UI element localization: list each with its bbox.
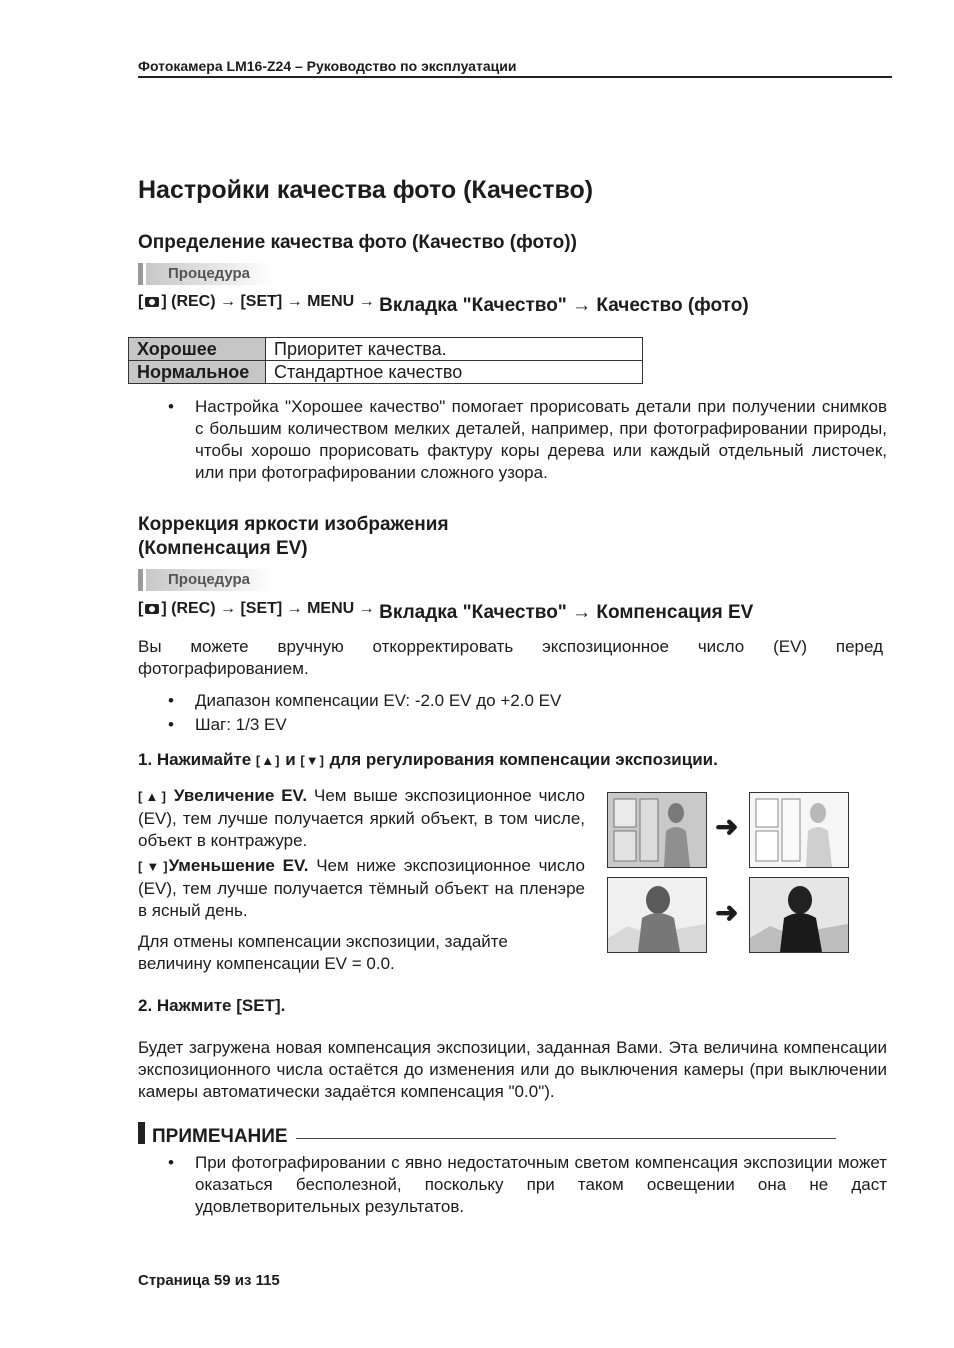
table-key: Нормальное xyxy=(129,361,266,384)
down-key-icon: [▼] xyxy=(138,859,169,874)
path-end: Вкладка "Качество" → Компенсация EV xyxy=(379,602,754,623)
increase-title: Увеличение EV. xyxy=(173,786,308,805)
ev-heading-line2: (Компенсация EV) xyxy=(138,538,308,559)
note-bullet: При фотографировании с явно недостаточным светом компенсация экспозиции может оказаться бесполезной, поскольку при таком освещении она не даст удовлетворительных результатов. xyxy=(195,1153,887,1216)
bullet-icon: • xyxy=(168,1153,174,1172)
photo-backlit-dark xyxy=(607,792,707,868)
increase-text: Чем выше экспозиционное число (EV), тем лучше получается яркий объект, в том числе, объект в контражуре. xyxy=(138,786,586,850)
path-end: Вкладка "Качество" → Качество (фото) xyxy=(379,295,749,316)
list-item xyxy=(168,396,887,484)
bullet-icon: • xyxy=(168,715,174,734)
ev-cancel: Для отмены компенсации экспозиции, задайте величину компенсации EV = 0.0. xyxy=(138,932,508,973)
page-number: Страница 59 из 115 xyxy=(138,1272,280,1289)
ev-range: Диапазон компенсации EV: -2.0 EV до +2.0 EV xyxy=(195,691,562,710)
step-1-suffix: для регулирования компенсации экспозиции. xyxy=(329,750,718,769)
quality-menu-path xyxy=(138,290,749,316)
note-marker xyxy=(138,1122,145,1144)
table-row xyxy=(129,338,643,361)
step-1 xyxy=(138,750,718,770)
list-item xyxy=(168,1152,887,1218)
arrow-right-icon: ➜ xyxy=(715,897,739,928)
bullet-icon: • xyxy=(168,691,174,710)
procedure-label: Процедура xyxy=(138,263,272,285)
table-value: Стандартное качество xyxy=(266,361,643,384)
arrow-right-icon: ➜ xyxy=(715,811,739,842)
decrease-title: Уменьшение EV. xyxy=(168,856,309,875)
ev-heading-line1: Коррекция яркости изображения xyxy=(138,514,449,535)
camera-icon: [ ] xyxy=(138,293,167,310)
step-1-prefix: 1. Нажимайте xyxy=(138,750,252,769)
ev-step: Шаг: 1/3 EV xyxy=(195,715,287,734)
ev-menu-path xyxy=(138,597,754,623)
up-key-icon: [▲] xyxy=(255,753,281,768)
photo-sunny-dark xyxy=(749,877,849,953)
ev-intro: Вы можете вручную откорректировать экспозиционное число (EV) перед фотографированием. xyxy=(138,637,883,678)
page-header: Фотокамера LM16-Z24 – Руководство по эксплуатации xyxy=(138,58,517,74)
note-title: ПРИМЕЧАНИЕ xyxy=(152,1126,288,1147)
quality-table xyxy=(128,337,643,384)
decrease-text: Чем ниже экспозиционное число (EV), тем лучше получается тёмный объект на пленэре в ясный день. xyxy=(138,856,585,920)
ev-decrease xyxy=(138,855,585,922)
section-title: Настройки качества фото (Качество) xyxy=(138,176,594,204)
photo-backlit-bright xyxy=(749,792,849,868)
procedure-label: Процедура xyxy=(138,569,272,591)
table-row xyxy=(129,361,643,384)
path-start: (REC) → [SET] → MENU → xyxy=(171,293,375,310)
bullet-icon: • xyxy=(168,397,174,416)
ev-increase xyxy=(138,785,585,852)
up-key-icon: [▲] xyxy=(138,789,167,804)
quality-bullet: Настройка "Хорошее качество" помогает прорисовать детали при получении снимков с большим количеством мелких деталей, например, при фотографировании природы, чтобы хорошо прорисовать фактуру коры дерева или каждый отдельный листочек, или при фотографировании сложного узора. xyxy=(195,397,887,482)
step-1-mid: и xyxy=(285,750,296,769)
header-rule xyxy=(138,76,892,78)
table-key: Хорошее xyxy=(129,338,266,361)
note-rule xyxy=(296,1138,836,1139)
down-key-icon: [▼] xyxy=(300,753,325,768)
path-start: (REC) → [SET] → MENU → xyxy=(171,600,375,617)
quality-heading: Определение качества фото (Качество (фото)) xyxy=(138,232,577,253)
step-2: 2. Нажмите [SET]. xyxy=(138,996,286,1015)
photo-sunny-bright xyxy=(607,877,707,953)
ev-after-text: Будет загружена новая компенсация экспозиции, заданная Вами. Эта величина компенсации экспозиционного числа остаётся до изменения или до выключения камеры (при выключении камеры автоматически задаётся компенсация "0.0"). xyxy=(138,1038,887,1101)
table-value: Приоритет качества. xyxy=(266,338,643,361)
list-item xyxy=(168,690,795,712)
list-item xyxy=(168,714,795,736)
camera-icon: [ ] xyxy=(138,600,167,617)
